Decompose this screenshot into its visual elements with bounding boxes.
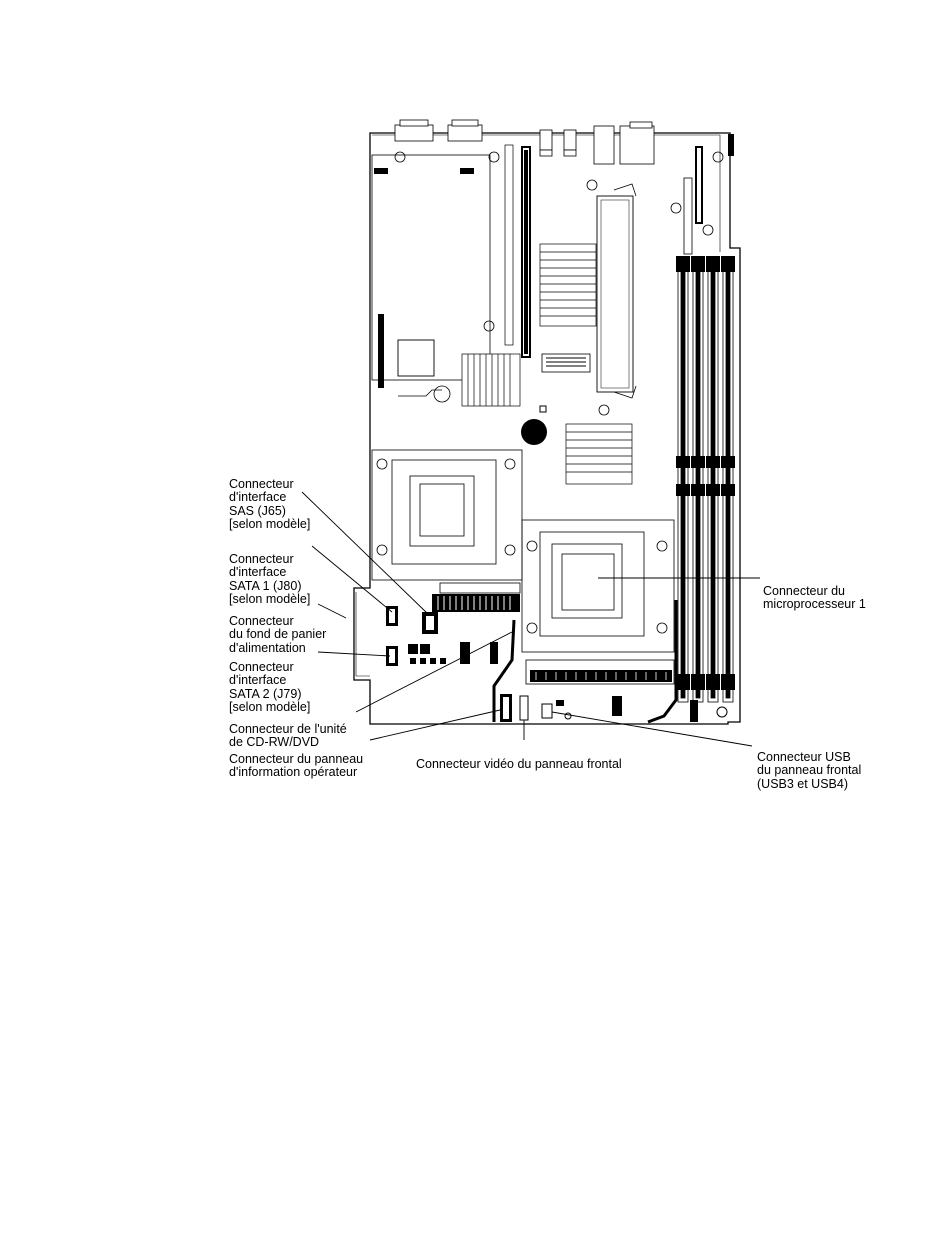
heatsink-left xyxy=(462,354,520,406)
heatsink-center xyxy=(540,244,596,326)
chip xyxy=(398,340,434,376)
label-microprocessor-connector: Connecteur du microprocesseur 1 xyxy=(763,584,866,612)
label-cdrw-connector: Connecteur de l'unité de CD-RW/DVD xyxy=(229,722,347,750)
heatsink-right xyxy=(566,424,632,484)
battery xyxy=(521,419,547,445)
power-backplane-connector xyxy=(432,594,520,612)
label-front-usb-connector: Connecteur USB du panneau frontal (USB3 et USB4) xyxy=(757,750,862,791)
edge-connector xyxy=(378,314,384,388)
label-sata2-connector: Connecteur d'interface SATA 2 (J79) [selon modèle] xyxy=(229,660,311,714)
label-operator-panel-connector: Connecteur du panneau d'information opérateur xyxy=(229,752,364,780)
rear-bracket xyxy=(728,134,734,156)
label-front-video-connector: Connecteur vidéo du panneau frontal xyxy=(416,757,622,772)
rear-ethernet-connectors xyxy=(594,122,654,164)
label-sas-connector: Connecteur d'interface SAS (J65) [selon modèle] xyxy=(229,477,311,531)
label-sata1-connector: Connecteur d'interface SATA 1 (J80) [selon modèle] xyxy=(229,552,311,606)
label-power-backplane-connector: Connecteur du fond de panier d'alimentation xyxy=(229,614,327,655)
